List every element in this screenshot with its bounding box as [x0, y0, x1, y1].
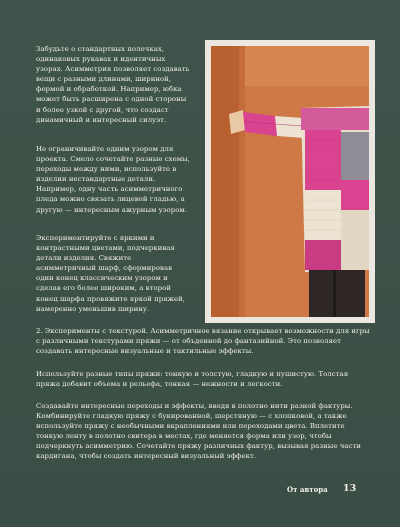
paragraph-colors: Экспериментируйте с яркими и контрастными цветами, подчеркивая детали изделия. Свяжите асимметричный шарф, сформировав один конец классическим узором и сделав его более широким, а второй конец шарфа провяжите яркой пряжей, намеренно уменьшив ширину. [36, 234, 186, 313]
page-footer [0, 484, 400, 498]
section-title: От автора [287, 485, 328, 494]
page-number: 13 [343, 483, 357, 494]
paragraph-asymmetry-intro: Забудьте о стандартных полочках, одинаковых рукавах и идентичных узорах. Асимметрия позволяет создавать вещи с разными длинами, шириной, формой и обработкой. Например, юбка может быть расширена с одной стороны и более узкой с другой, что создаст динамичный и интересный силуэт. [36, 45, 190, 124]
paragraph-yarn-types: Используйте разные типы пряжи: тонкую и толстую, гладкую и пушистую. Толстая пряжа добавит объема и рельефа, тонкая — нежности и легкости. [36, 370, 349, 389]
paragraph-patterns: Не ограничивайте одним узором для проекта. Смело сочетайте разные схемы, переходы между ними, используйте в изделии нестандартные детали. Например, одну часть асимметричного пледа можно связать лицевой гладью, а другую — интересным ажурным узором. [36, 145, 190, 214]
knitted-sweater-photo [205, 40, 375, 323]
paragraph-transitions: Создавайте интересные переходы и эффекты, вводя в полотно нити разной фактуры. Комбинируйте гладкую пряжу с букированной, шерстяную — с хлопковой, а также используйте пряжу с необычными вкраплениями или переходами цвета. Вплетите тонкую ленту в полотно свитера в местах, где меняется форма или узор, чтобы подчеркнуть асимметрию. Сочетайте пряжу различных фактур, вызывая разные части кардигана, чтобы создать интересный визуальный эффект. [36, 402, 361, 461]
paragraph-texture-experiments: 2. Эксперименты с текстурой. Асимметричное вязание открывает возможности для игры с различными текстурами пряжи — от объденной до фантазийной. Это позволяет создавать интересные визуальные и тактильные эффекты. [36, 327, 370, 356]
